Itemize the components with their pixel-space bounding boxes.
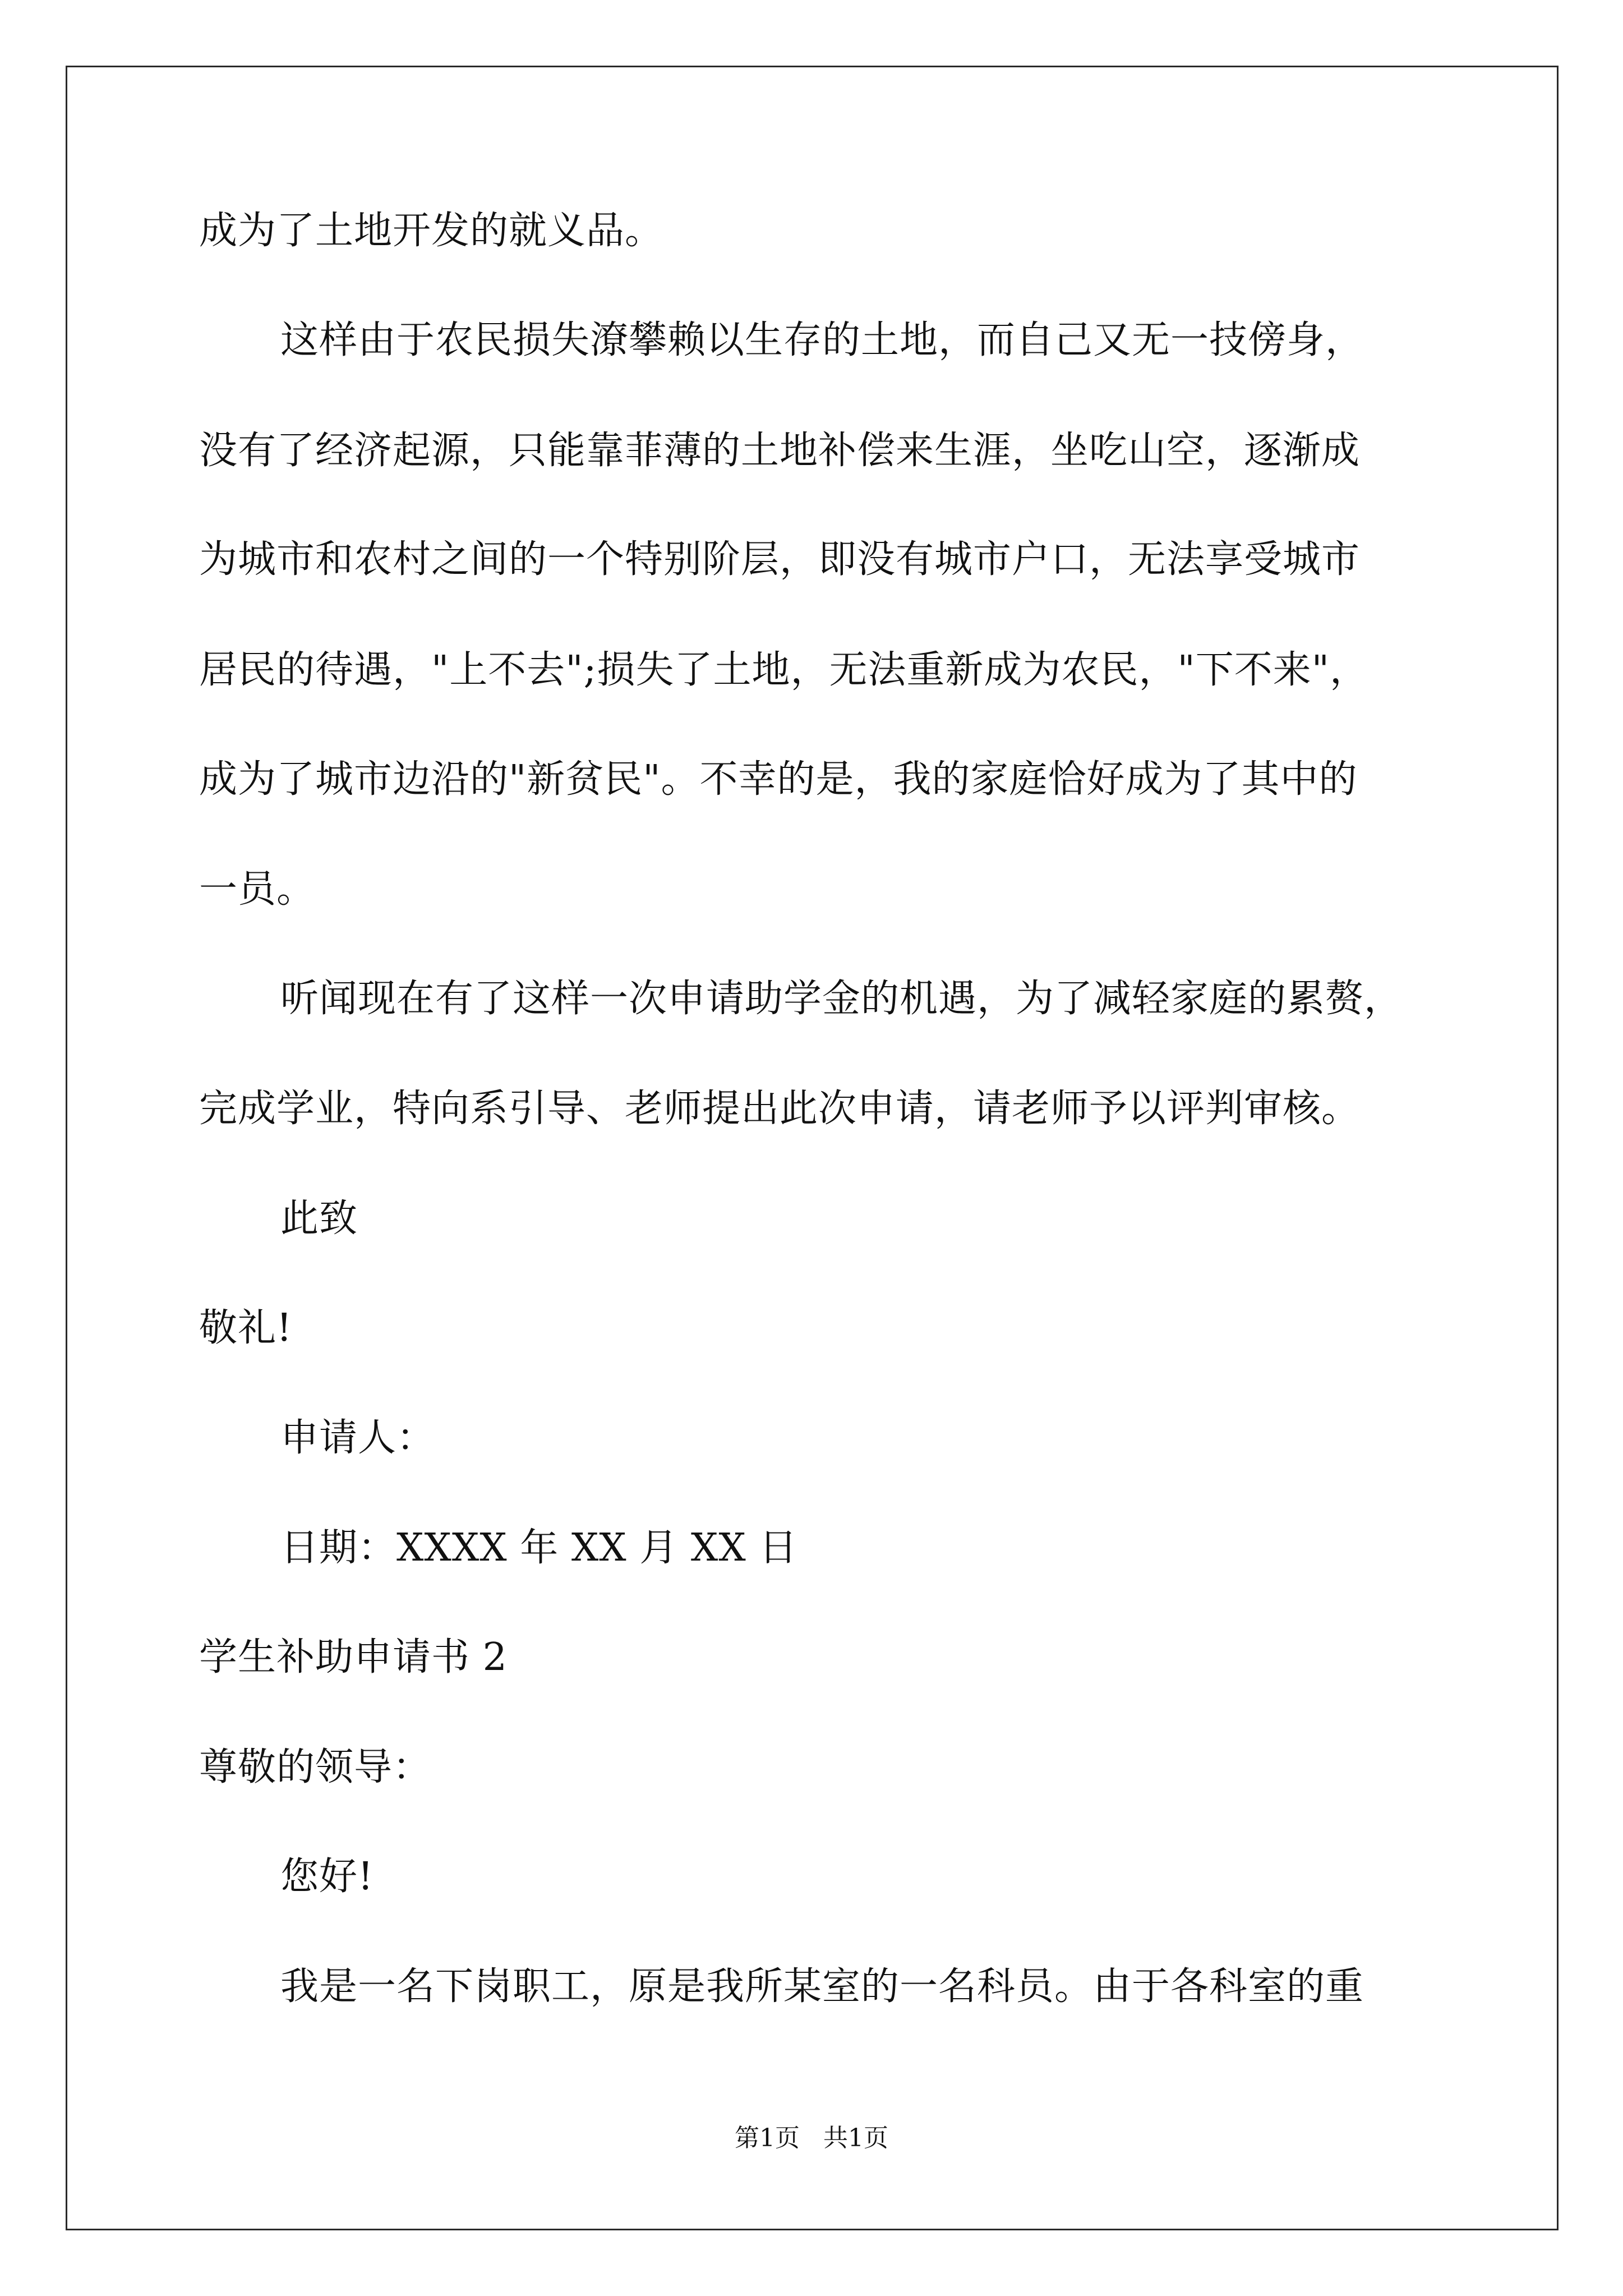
text-line-13: 日期：XXXX 年 XX 月 XX 日 bbox=[280, 1526, 798, 1570]
text-line-14: 学生补助申请书 2 bbox=[199, 1635, 508, 1680]
text-line-7: 一员。 bbox=[199, 867, 316, 912]
text-line-1: 成为了土地开发的就义品。 bbox=[199, 209, 664, 253]
page-border bbox=[66, 66, 1559, 2230]
text-line-6: 成为了城市边沿的"新贫民"。不幸的是，我的家庭恰好成为了其中的 bbox=[199, 757, 1358, 802]
text-line-16: 您好! bbox=[280, 1855, 374, 1899]
text-line-5: 居民的待遇，"上不去";损失了土地，无法重新成为农民，"下不来"， bbox=[199, 648, 1369, 692]
text-line-11: 敬礼! bbox=[199, 1306, 293, 1350]
page-footer: 第1页 共1页 bbox=[735, 2124, 888, 2152]
text-line-4: 为城市和农村之间的一个特别阶层，即没有城市户口，无法享受城市 bbox=[199, 537, 1361, 582]
text-line-8: 听闻现在有了这样一次申请助学金的机遇，为了减轻家庭的累赘， bbox=[280, 977, 1403, 1021]
text-line-2: 这样由于农民损失潦攀赖以生存的土地，而自己又无一技傍身， bbox=[280, 318, 1364, 362]
text-line-10: 此致 bbox=[280, 1197, 358, 1241]
text-line-9: 完成学业，特向系引导、老师提出此次申请，请老师予以评判审核。 bbox=[199, 1087, 1361, 1131]
text-line-15: 尊敬的领导： bbox=[199, 1745, 432, 1789]
text-line-12: 申请人： bbox=[280, 1416, 436, 1460]
text-line-17: 我是一名下岗职工，原是我所某室的一名科员。由于各科室的重 bbox=[280, 1964, 1364, 2009]
text-line-3: 没有了经济起源，只能靠菲薄的土地补偿来生涯，坐吃山空，逐渐成 bbox=[199, 429, 1361, 473]
